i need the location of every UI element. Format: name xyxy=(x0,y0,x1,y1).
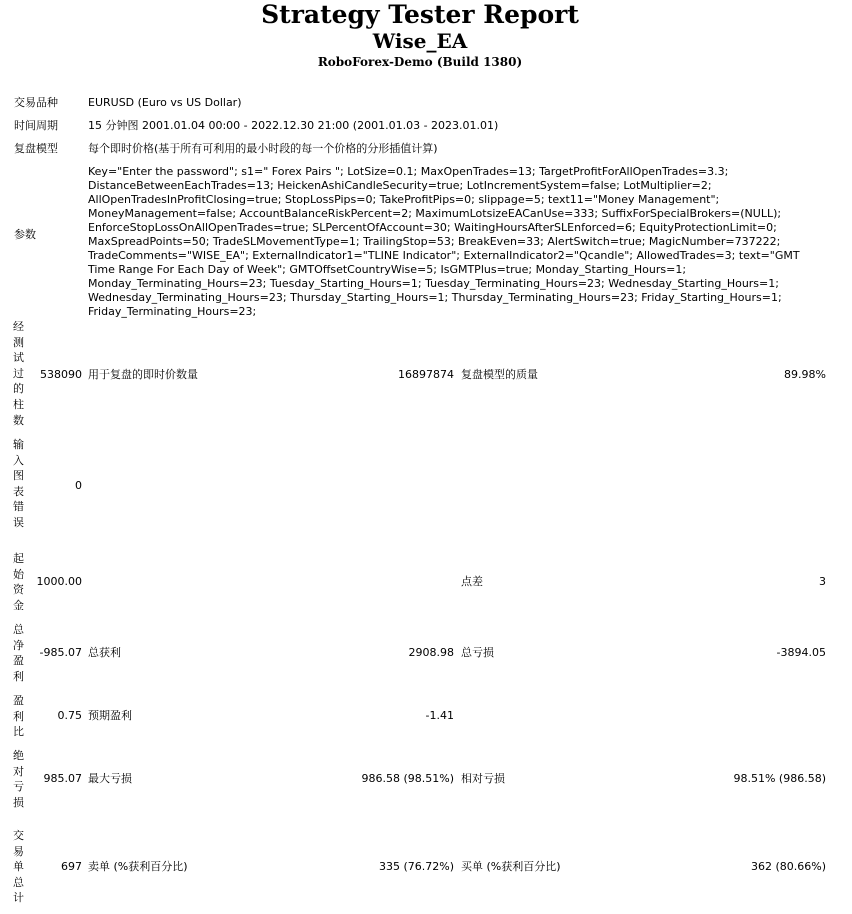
rel-drawdown-value: 98.51% (986.58) xyxy=(733,772,826,785)
model-value: 每个即时价格(基于所有可利用的最小时段的每一个价格的分形插值计算) xyxy=(88,142,438,155)
spread-value: 3 xyxy=(819,575,826,588)
bars-label: 经测试过的柱数 xyxy=(13,320,24,427)
server-build: RoboForex-Demo (Build 1380) xyxy=(317,55,523,69)
payoff-label: 预期盈利 xyxy=(88,709,132,722)
period-value: 15 分钟图 2001.01.04 00:00 - 2022.12.30 21:00 (2001.01.03 - 2023.01.01) xyxy=(88,119,499,132)
net-profit-label: 总净盈利 xyxy=(13,623,24,683)
model-label: 复盘模型 xyxy=(14,142,58,155)
ea-name: Wise_EA xyxy=(372,29,468,53)
long-positions-value: 362 (80.66%) xyxy=(750,860,826,873)
report-title: Strategy Tester Report xyxy=(261,0,579,29)
gross-profit-label: 总获利 xyxy=(88,646,121,659)
gross-profit-value: 2908.98 xyxy=(408,646,454,659)
errors-label: 输入图表错误 xyxy=(13,438,24,529)
quality-label: 复盘模型的质量 xyxy=(461,368,538,381)
net-profit-value: -985.07 xyxy=(39,646,82,659)
profit-factor-label: 盈利比 xyxy=(13,694,24,739)
long-positions-label: 买单 (%获利百分比) xyxy=(461,860,561,873)
params-value: Key="Enter the password"; s1=" Forex Pairs "; LotSize=0.1; MaxOpenTrades=13; TargetProfitForAllOpenTrades=3.3; DistanceBetweenEachTrades=13; HeickenAshiCandleSecurity=true; LotIncrementSystem=false; LotMultiplier=2; AllOpenTradesInProfitClosing=true; StopLossPips=0; TakeProfitPips=0; slippage=5; text11="Money Management"; MoneyManagement=false; AccountBalanceRiskPercent=2; MaximumLotsizeEACanUse=333; SuffixForSpecialBrokers=(NULL); EnforceStopLossOnAllOpenTrades=true; SLPercentOfAccount=30; WaitingHoursAfterSLEnforced=6; EquityProtectionLimit=0; MaxSpreadPoints=50; TradeSLMovementType=1; TrailingStop=53; BreakEven=33; AlertSwitch=true; MagicNumber=737222; TradeComments="WISE_EA"; ExternalIndicator1="TLINE Indicator"; ExternalIndicator2="Qcandle"; AllowedTrades=3; text="GMT Time Range For Each Day of Week"; GMTOffsetCountryWise=5; IsGMTPlus=true; Monday_Starting_Hours=1; Monday_Terminating_Hours=23; Tuesday_Starting_Hours=1; Tuesday_Terminating_Hours=23; Wednesday_Starting_Hours=1; Wednesday_Terminating_Hours=23; Thursday_Starting_Hours=1; Thursday_Terminating_Hours=23; Friday_Starting_Hours=1; Friday_Terminating_Hours=23; xyxy=(88,165,800,318)
spread-label: 点差 xyxy=(461,575,483,588)
short-positions-value: 335 (76.72%) xyxy=(378,860,454,873)
errors-value: 0 xyxy=(75,479,82,492)
ticks-value: 16897874 xyxy=(398,368,454,381)
params-label: 参数 xyxy=(14,228,36,241)
period-label: 时间周期 xyxy=(14,119,58,132)
quality-value: 89.98% xyxy=(784,368,826,381)
abs-drawdown-label: 绝对亏损 xyxy=(13,749,24,809)
max-drawdown-value: 986.58 (98.51%) xyxy=(361,772,454,785)
max-drawdown-label: 最大亏损 xyxy=(88,772,132,785)
symbol-label: 交易品种 xyxy=(14,96,58,109)
gross-loss-label: 总亏损 xyxy=(461,646,494,659)
symbol-value: EURUSD (Euro vs US Dollar) xyxy=(88,96,242,109)
payoff-value: -1.41 xyxy=(425,709,454,722)
profit-factor-value: 0.75 xyxy=(57,709,82,722)
deposit-value: 1000.00 xyxy=(36,575,82,588)
deposit-label: 起始资金 xyxy=(13,552,24,612)
ticks-label: 用于复盘的即时价数量 xyxy=(88,368,198,381)
abs-drawdown-value: 985.07 xyxy=(43,772,82,785)
rel-drawdown-label: 相对亏损 xyxy=(461,772,505,785)
total-trades-value: 697 xyxy=(61,860,82,873)
total-trades-label: 交易单总计 xyxy=(13,829,24,905)
gross-loss-value: -3894.05 xyxy=(776,646,826,659)
bars-value: 538090 xyxy=(40,368,82,381)
short-positions-label: 卖单 (%获利百分比) xyxy=(88,860,188,873)
